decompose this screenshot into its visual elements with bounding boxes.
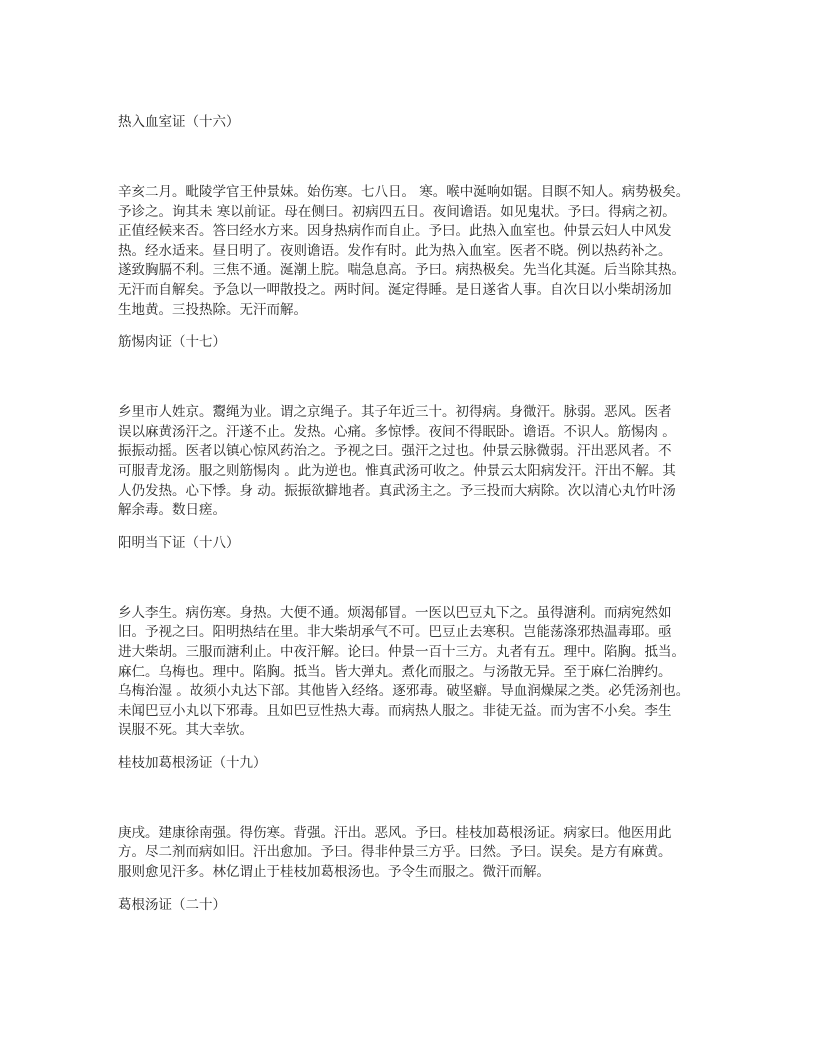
section-heading: 热入血室证（十六） [118,114,240,130]
section-heading: 阳明当下证（十八） [118,534,240,551]
section-paragraph [118,403,718,521]
section [118,533,718,741]
section-paragraph [118,183,718,320]
paragraph-line: 方。尽二剂而病如旧。汗出愈加。予曰。得非仲景三方乎。曰然。予曰。误矣。是方有麻黄。 [118,844,672,861]
section-paragraph [118,604,718,741]
paragraph-line: 正值经候来否。答曰经水方来。因身热病作而自止。予曰。此热入血室也。仲景云妇人中风发 [118,223,672,240]
paragraph-line: 乡人李生。病伤寒。身热。大便不通。烦渴郁冒。一医以巴豆丸下之。虽得溏利。而病宛然如 [118,604,672,621]
paragraph-line: 振振动摇。医者以镇心惊风药治之。予视之曰。强汗之过也。仲景云脉微弱。汗出恶风者。不 [118,443,672,460]
paragraph-line: 误服不死。其大幸欤。 [118,722,253,739]
paragraph-line: 人仍发热。心下悸。身 动。振振欲擗地者。真武汤主之。予三投而大病除。次以清心丸竹叶汤 [118,482,676,499]
paragraph-line: 进大柴胡。三服而溏利止。中夜汗解。论曰。仲景一百十三方。丸者有五。理中。陷胸。抵当。 [118,643,685,660]
paragraph-line: 热。经水适来。昼日明了。夜则谵语。发作有时。此为热入血室。医者不晓。例以热药补之。 [118,242,672,259]
paragraph-line: 予诊之。询其未 寒以前证。母在侧曰。初病四五日。夜间谵语。如见鬼状。予曰。得病之初。 [118,203,676,220]
paragraph-line: 麻仁。乌梅也。理中。陷胸。抵当。皆大弹丸。煮化而服之。与汤散无异。至于麻仁治脾约。 [118,663,672,680]
paragraph-line: 乌梅治湿 。故须小丸达下部。其他皆入经络。逐邪毒。破坚癖。导血润燥屎之类。必凭汤剂也。 [118,683,690,700]
paragraph-line: 乡里市人姓京。鬻绳为业。谓之京绳子。其子年近三十。初得病。身微汗。脉弱。恶风。医者 [118,404,672,421]
section [118,895,718,915]
document-body [118,112,718,966]
paragraph-line: 生地黄。三投热除。无汗而解。 [118,301,307,318]
paragraph-line: 误以麻黄汤汗之。汗遂不止。发热。心痛。多惊悸。夜间不得眠卧。谵语。不识人。筋惕肉 。 [118,423,676,440]
paragraph-line: 辛亥二月。毗陵学官王仲景妹。始伤寒。七八日。 寒。喉中涎响如锯。目瞑不知人。病势极矣。 [118,184,690,200]
section-heading: 桂枝加葛根汤证（十九） [118,754,267,771]
section [118,753,718,883]
paragraph-line: 服则愈见汗多。林亿谓止于桂枝加葛根汤也。予令生而服之。微汗而解。 [118,864,550,881]
paragraph-line: 旧。予视之曰。阳明热结在里。非大柴胡承气不可。巴豆止去寒积。岂能荡涤邪热温毒耶。亟 [118,624,672,641]
section-paragraph [118,824,718,883]
paragraph-line: 未闻巴豆小丸以下邪毒。且如巴豆性热大毒。而病热人服之。非徒无益。而为害不小矣。李生 [118,702,672,719]
paragraph-line: 遂致胸膈不利。三焦不通。涎潮上脘。喘急息高。予曰。病热极矣。先当化其涎。后当除其热。 [118,262,685,279]
paragraph-line: 可服青龙汤。服之则筋惕肉 。此为逆也。惟真武汤可收之。仲景云太阳病发汗。汗出不解。其 [118,462,676,479]
section [118,332,718,521]
paragraph-line: 无汗而自解矣。予急以一呷散投之。两时间。涎定得睡。是日遂省人事。自次日以小柴胡汤加 [118,281,672,298]
paragraph-line: 解余毒。数日瘥。 [118,502,226,519]
section-heading: 筋惕肉证（十七） [118,334,226,351]
paragraph-line: 庚戌。建康徐南强。得伤寒。背强。汗出。恶风。予曰。桂枝加葛根汤证。病家曰。他医用此 [118,824,672,841]
section [118,112,718,320]
section-heading: 葛根汤证（二十） [118,896,226,913]
